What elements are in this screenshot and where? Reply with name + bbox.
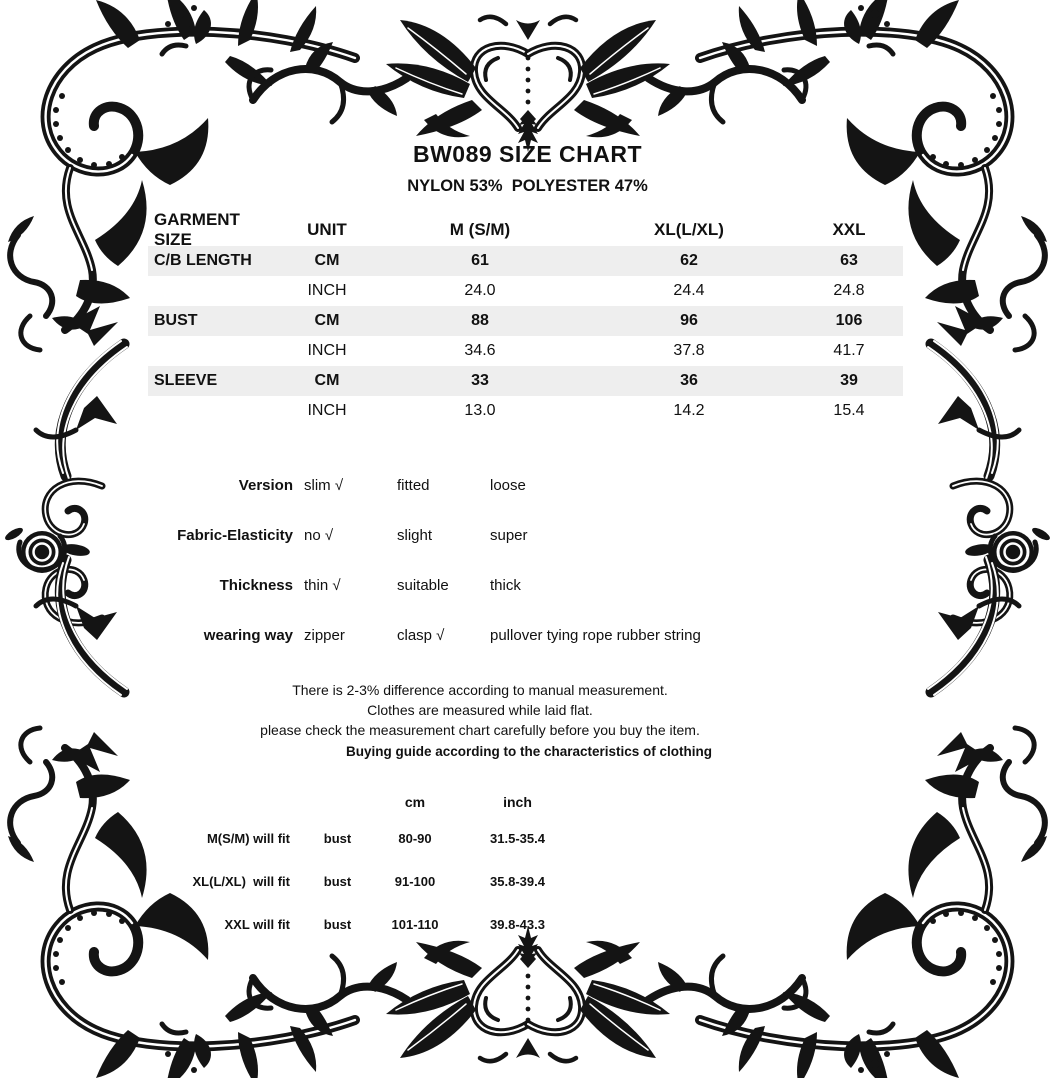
attribute-option: pullover tying rope: [490, 626, 613, 644]
size-table: [148, 210, 903, 426]
size-row-value: 13.0: [464, 402, 496, 419]
size-table-row: [148, 396, 903, 426]
size-row-unit: CM: [314, 372, 340, 389]
guide-inch-value: 35.8-39.4: [490, 874, 545, 889]
guide-measure: bust: [323, 874, 352, 889]
guide-size-label: M(S/M) will fit: [206, 830, 290, 846]
attribute-options: [304, 477, 583, 494]
size-table-body: [148, 246, 903, 426]
size-row-value: 34.6: [464, 342, 496, 359]
guide-header-cm: cm: [404, 794, 426, 810]
buying-guide-header: [85, 785, 590, 819]
size-row-label: BUST: [154, 312, 198, 329]
attribute-option: thin √: [304, 576, 341, 594]
attribute-row: [148, 510, 710, 560]
size-row-value: 24.4: [673, 282, 705, 299]
size-row-value: 24.8: [833, 282, 865, 299]
attribute-row: [148, 560, 710, 610]
attribute-label: wearing way: [203, 626, 293, 644]
attribute-row: [148, 460, 710, 510]
header-size-xxl: XXL: [832, 220, 866, 239]
size-row-value: 15.4: [833, 402, 865, 419]
buying-guide-table: [85, 785, 590, 943]
size-row-value: 33: [471, 372, 489, 389]
size-row-value: 61: [471, 252, 489, 269]
size-row-unit: INCH: [307, 402, 347, 419]
attribute-options: [304, 527, 583, 544]
guide-inch-value: 39.8-43.3: [490, 917, 545, 932]
buying-guide-row: [85, 857, 590, 906]
attribute-option: suitable: [397, 576, 449, 594]
size-table-row: [148, 246, 903, 276]
attribute-option: thick: [490, 576, 521, 594]
guide-cm-value: 101-110: [391, 917, 439, 932]
note-line: Clothes are measured while laid flat.: [367, 702, 593, 718]
size-row-label: C/B LENGTH: [154, 252, 252, 269]
size-row-value: 24.0: [464, 282, 496, 299]
size-table-row: [148, 306, 903, 336]
size-row-unit: INCH: [307, 282, 347, 299]
guide-cm-value: 80-90: [398, 830, 432, 846]
size-row-value: 96: [680, 312, 698, 329]
header-size-m: M (S/M): [449, 220, 511, 239]
size-row-unit: INCH: [307, 342, 347, 359]
attribute-option: rubber string: [616, 626, 701, 644]
guide-size-label: XL(L/XL) will fit: [192, 874, 290, 889]
size-row-unit: CM: [314, 252, 340, 269]
attribute-option: loose: [490, 476, 526, 494]
size-row-value: 39: [840, 372, 858, 389]
size-row-value: 63: [840, 252, 858, 269]
size-table-row: [148, 366, 903, 396]
buying-guide-title: Buying guide according to the characteristics of clothing: [345, 744, 713, 759]
header-unit: UNIT: [307, 220, 347, 239]
attribute-options: [304, 577, 583, 594]
attribute-option: super: [490, 526, 528, 544]
attribute-option: fitted: [397, 476, 430, 494]
guide-measure: bust: [323, 830, 352, 846]
size-row-label: SLEEVE: [154, 372, 218, 389]
guide-cm-value: 91-100: [394, 874, 436, 889]
attribute-option: slight: [397, 526, 433, 544]
attribute-option: no √: [304, 526, 334, 544]
size-row-value: 62: [680, 252, 698, 269]
size-table-row: [148, 336, 903, 366]
buying-guide-row: [85, 819, 590, 857]
page-title: BW089 SIZE CHART: [412, 141, 643, 167]
measurement-notes: [0, 680, 960, 740]
attribute-row: [148, 610, 710, 660]
attribute-options: [304, 627, 710, 644]
guide-size-label: XXL will fit: [224, 917, 290, 932]
size-row-unit: CM: [314, 312, 340, 329]
attribute-option: slim √: [304, 476, 344, 494]
size-table-header: [148, 210, 903, 249]
attribute-label: Version: [238, 476, 293, 494]
attribute-label: Fabric-Elasticity: [177, 526, 293, 544]
header-size-xl: XL(L/XL): [654, 220, 724, 239]
guide-measure: bust: [323, 917, 352, 932]
fabric-composition: NYLON 53% POLYESTER 47%: [407, 177, 648, 195]
size-row-value: 14.2: [673, 402, 705, 419]
size-table-row: [148, 276, 903, 306]
size-row-value: 88: [471, 312, 489, 329]
header-garment-size: GARMENT SIZE: [154, 210, 240, 249]
size-row-value: 36: [680, 372, 698, 389]
size-row-value: 37.8: [673, 342, 705, 359]
attribute-label: Thickness: [219, 576, 293, 594]
note-line: please check the measurement chart carefully before you buy the item.: [260, 722, 700, 738]
buying-guide-row: [85, 906, 590, 943]
attribute-option: zipper: [304, 626, 345, 644]
size-row-value: 106: [835, 312, 863, 329]
note-line: There is 2-3% difference according to manual measurement.: [292, 682, 668, 698]
attributes-body: [148, 460, 710, 660]
attribute-option: clasp √: [397, 626, 445, 644]
guide-header-inch: inch: [503, 794, 532, 810]
size-row-value: 41.7: [833, 342, 865, 359]
guide-inch-value: 31.5-35.4: [490, 830, 545, 846]
